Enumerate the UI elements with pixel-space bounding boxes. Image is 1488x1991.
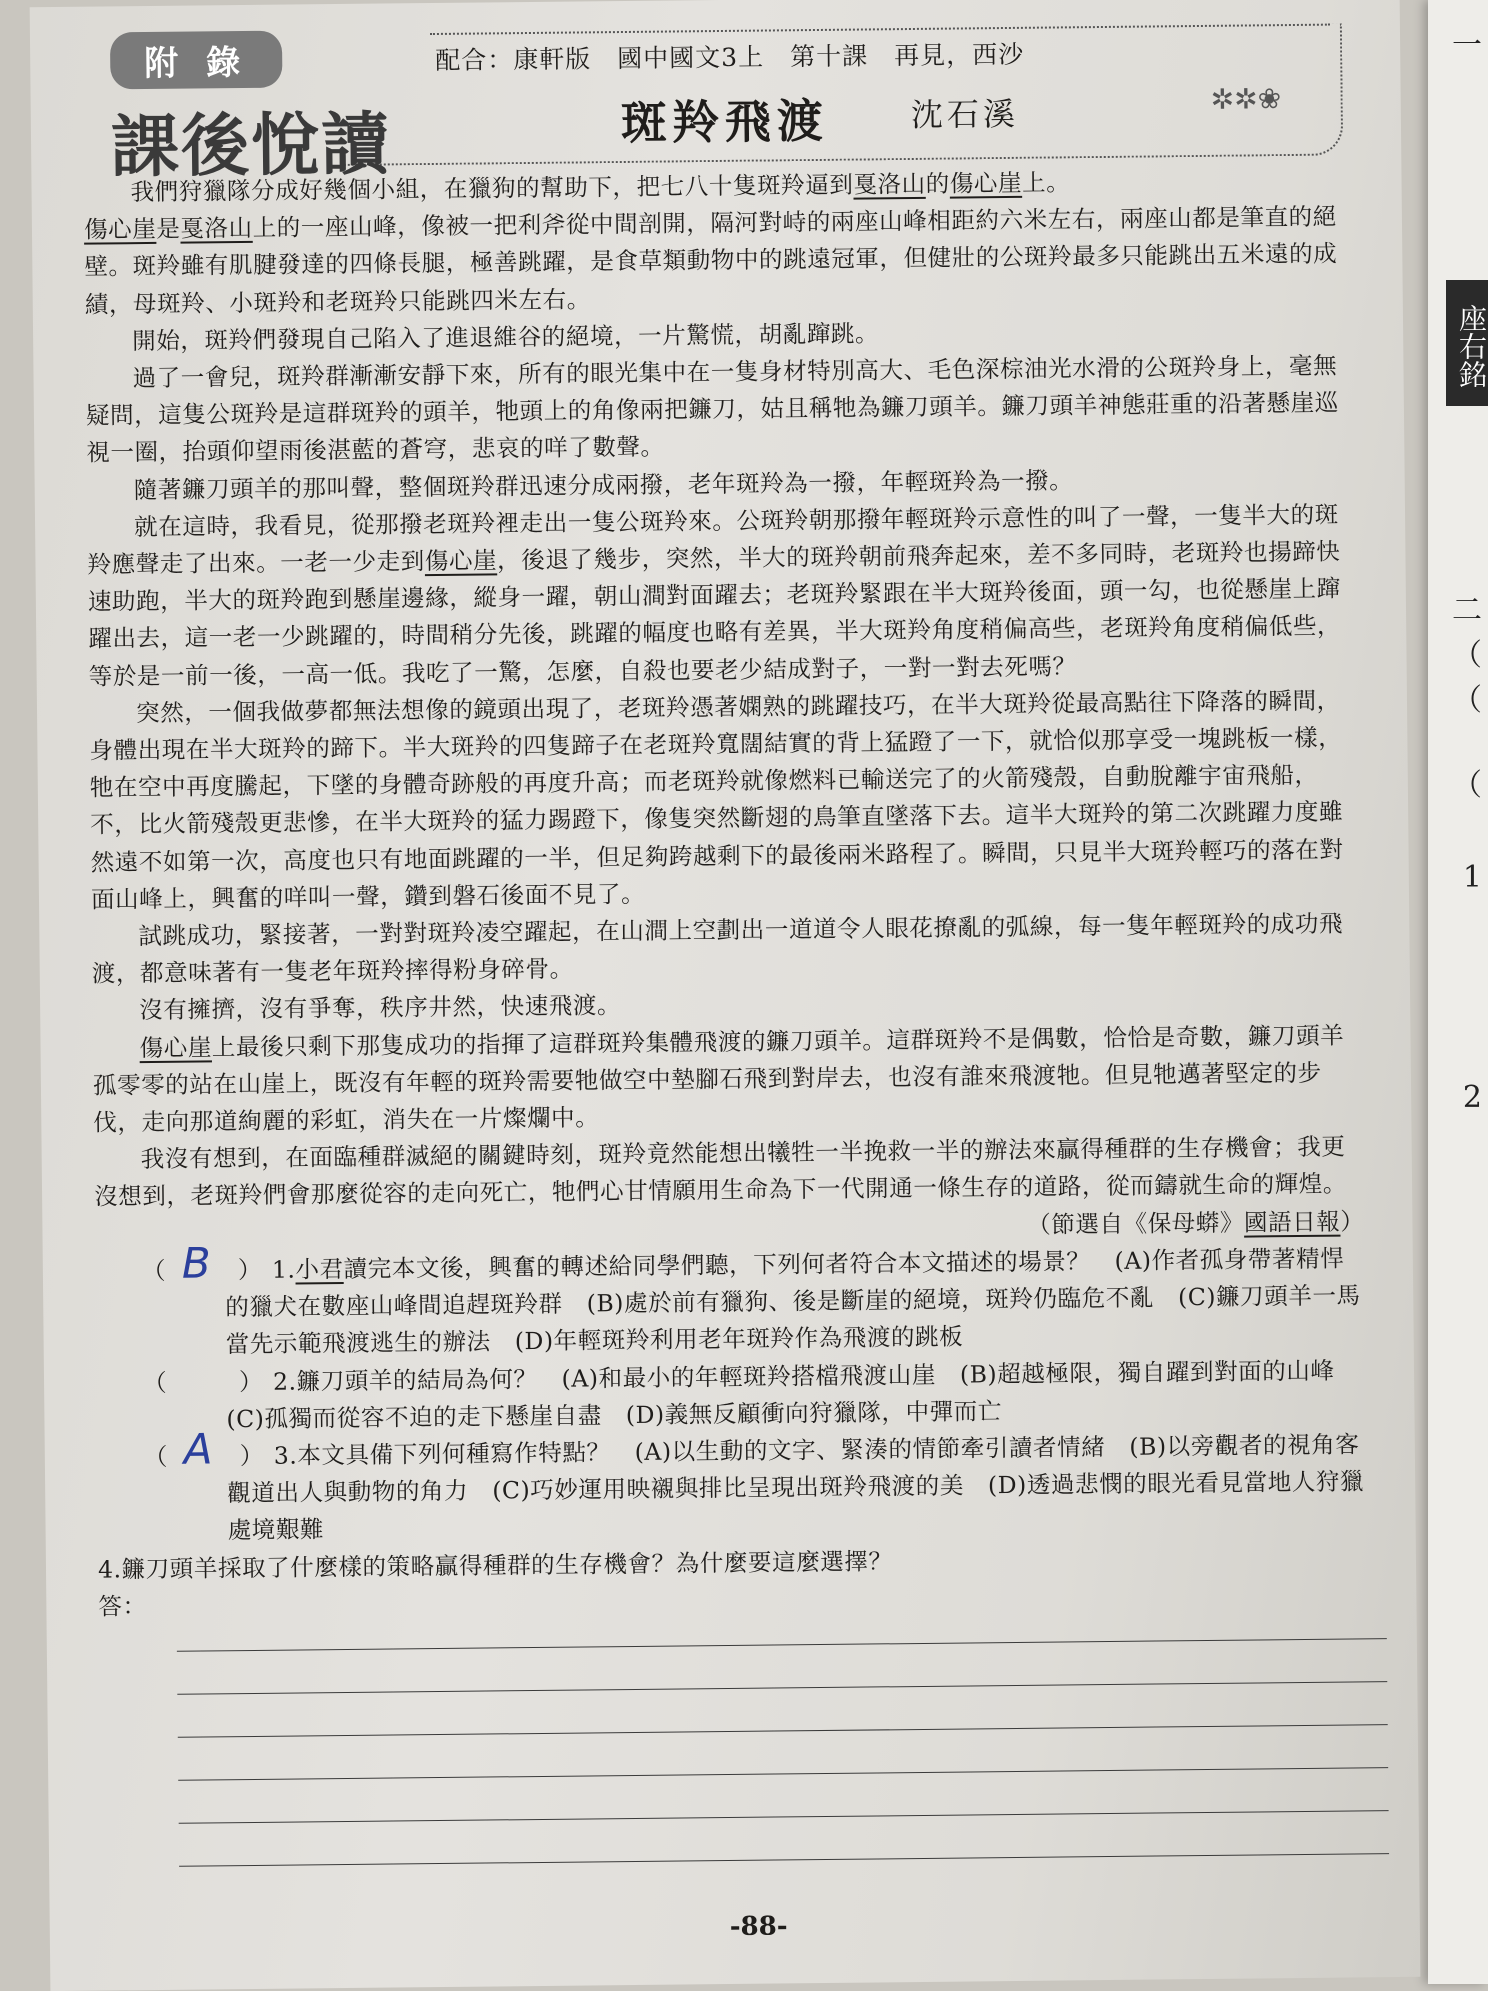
answer-line[interactable] <box>178 1767 1388 1781</box>
answer-blank[interactable] <box>97 1424 265 1476</box>
underlined-proper-noun: 國語日報 <box>1243 1207 1341 1237</box>
article-paragraph: 開始，斑羚們發現自己陷入了進退維谷的絕境，一片驚慌，胡亂蹿跳。 <box>132 319 880 355</box>
adjacent-glyph: 2 <box>1462 1080 1482 1115</box>
question-4: 4.鐮刀頭羊採取了什麼樣的策略贏得種群的生存機會？為什麼要這麼選擇？ <box>97 1546 893 1584</box>
answer-line[interactable] <box>179 1853 1389 1867</box>
answer-blank[interactable] <box>96 1364 264 1402</box>
article-paragraph: 傷心崖上最後只剩下那隻成功的指揮了這群斑羚集體飛渡的鐮刀頭羊。這群斑羚不是偶數，恰恰是奇數，鐮刀頭羊孤零零的站在山崖上，既沒有年輕的斑羚需要牠做空中墊腳石飛到對岸去，也沒有誰來飛渡牠。但見牠邁著堅定的步伐，走向那道絢麗的彩虹，消失在一片燦爛中。 <box>92 1021 1345 1137</box>
multiple-choice-question: （ ） 2.鐮刀頭羊的結局為何？ (A)和最小的年輕斑羚搭檔飛渡山崖 (B)超越極限，獨自躍到對面的山峰 (C)孤獨而從容不迫的走下懸崖自盡 (D)義無反顧衝向狩獵隊，中彈而亡 <box>96 1352 1367 1440</box>
adjacent-glyph: （ <box>1452 638 1482 673</box>
article-body <box>83 161 1368 1625</box>
multiple-choice-question: （ A ） 3.本文具備下列何種寫作特點？ (A)以生動的文字、緊湊的情節牽引讀者情緒 (B)以旁觀者的視角客觀道出人與動物的角力 (C)巧妙運用映襯與排比呈現出斑羚飛渡的美 (D)透過悲憫的眼光看見當地人狩獵處境艱難 <box>97 1426 1368 1551</box>
paren-close: ） <box>237 1255 263 1285</box>
answer-line[interactable] <box>178 1724 1388 1738</box>
handwritten-answer: A <box>183 1424 214 1474</box>
article-paragraph: 就在這時，我看見，從那撥老斑羚裡走出一隻公斑羚來。公斑羚朝那撥年輕斑羚示意性的叫了一聲，一隻半大的斑羚應聲走了出來。一老一少走到傷心崖，後退了幾步，突然，半大的斑羚朝前飛奔起來，差不多同時，老斑羚也揚蹄快速助跑，半大的斑羚跑到懸崖邊緣，縱身一躍，朝山澗對面躍去；老斑羚緊跟在半大斑羚後面，頭一勾，也從懸崖上蹿躍出去，這一老一少跳躍的，時間稍分先後，跳躍的幅度也略有差異，半大斑羚角度稍偏高些，老斑羚角度稍偏低些，等於是一前一後，一高一低。我吃了一驚，怎麼，自殺也要老少結成對子，一對一對去死嗎？ <box>87 500 1342 691</box>
underlined-proper-noun: 傷心崖 <box>424 546 498 576</box>
paren-open: （ <box>143 1442 169 1472</box>
section-logo: 課後悅讀 <box>110 105 392 188</box>
answer-label: 答： <box>98 1591 147 1621</box>
question-number: 2. <box>272 1367 297 1396</box>
article-paragraph: 我們狩獵隊分成好幾個小組，在獵狗的幫助下，把七八十隻斑羚逼到戛洛山的傷心崖上。 傷心崖是戛洛山上的一座山峰，像被一把利斧從中間剖開，隔河對峙的兩座山峰相距約六米左右，兩座山都是筆直的絕壁。斑羚雖有肌腱發達的四條長腿，極善跳躍，是食草類動物中的跳遠冠軍，但健壯的公斑羚最多只能跳出五米遠的成績，母斑羚、小斑羚和老斑羚只能跳四米左右。 <box>83 168 1338 319</box>
article-paragraph: 隨著鐮刀頭羊的那叫聲，整個斑羚群迅速分成兩撥，老年斑羚為一撥，年輕斑羚為一撥。 <box>133 465 1074 504</box>
underlined-proper-noun: 戛洛山 <box>180 214 253 243</box>
underlined-proper-noun: 傷心崖 <box>83 215 157 244</box>
adjacent-page <box>1428 0 1488 1984</box>
page-number: -88- <box>729 1911 788 1943</box>
paren-open: （ <box>142 1368 168 1397</box>
adjacent-glyph: （ <box>1452 683 1482 718</box>
handwritten-answer: B <box>181 1238 212 1288</box>
adjacent-glyph: 二 <box>1452 593 1482 628</box>
answer-line[interactable] <box>179 1810 1389 1824</box>
question-number: 1. <box>271 1255 296 1284</box>
worksheet-page <box>30 0 1421 1991</box>
paren-close: ） <box>238 1367 264 1396</box>
article-paragraph: 過了一會兒，斑羚群漸漸安靜下來，所有的眼光集中在一隻身材特別高大、毛色深棕油光水滑的公斑羚身上，毫無疑問，這隻公斑羚是這群斑羚的頭羊，牠頭上的角像兩把鐮刀，姑且稱牠為鐮刀頭羊。鐮刀頭羊神態莊重的沿著懸崖巡視一圈，抬頭仰望雨後湛藍的蒼穹，悲哀的咩了數聲。 <box>85 351 1339 468</box>
underlined-proper-noun: 傷心崖 <box>139 1033 212 1062</box>
answer-line[interactable] <box>177 1681 1387 1695</box>
question-number: 3. <box>273 1441 298 1470</box>
underlined-proper-noun: 小君 <box>295 1254 344 1284</box>
article-paragraphs <box>83 161 1364 1216</box>
underlined-proper-noun: 傷心崖 <box>949 168 1023 198</box>
article-paragraph: 突然，一個我做夢都無法想像的鏡頭出現了，老斑羚憑著嫻熟的跳躍技巧，在半大斑羚從最高點往下降落的瞬間，身體出現在半大斑羚的蹄下。半大斑羚的四隻蹄子在老斑羚寬闊結實的背上猛蹬了一下，就恰似那享受一塊跳板一樣，牠在空中再度騰起，下墜的身體奇跡般的再度升高；而老斑羚就像燃料已輸送完了的火箭殘殼，自動脫離宇宙飛船，不，比火箭殘殼更悲慘，在半大斑羚的猛力踢蹬下，像隻突然斷翅的鳥筆直墜落下去。這半大斑羚的第二次跳躍力度雖然遠不如第一次，高度也只有地面跳躍的一半，但足夠跨越剩下的最後兩米路程了。瞬間，只見半大斑羚輕巧的落在對面山峰上，興奮的咩叫一聲，鑽到磐石後面不見了。 <box>89 686 1344 914</box>
paren-close: ） <box>239 1441 265 1471</box>
appendix-badge: 附 錄 <box>110 31 282 90</box>
adjacent-page-tab: 座右銘 <box>1446 280 1488 406</box>
paren-open: （ <box>141 1256 167 1286</box>
adjacent-glyph: 一 <box>1452 28 1482 63</box>
question-list <box>95 1240 1368 1551</box>
adjacent-glyph: 1 <box>1462 860 1482 895</box>
answer-lines[interactable] <box>177 1638 1390 1909</box>
adjacent-glyph: （ <box>1452 768 1482 803</box>
answer-blank[interactable] <box>95 1238 263 1290</box>
flower-decoration-icon: ✲✲❀ <box>1210 82 1282 116</box>
article-author: 沈石溪 <box>910 94 1020 135</box>
lesson-reference: 配合：康軒版 國中國文3上 第十課 再見，西沙 <box>435 39 1025 75</box>
underlined-proper-noun: 戛洛山 <box>853 169 926 199</box>
article-title: 斑羚飛渡 <box>620 93 830 151</box>
article-paragraph: 沒有擁擠，沒有爭奪，秩序井然，快速飛渡。 <box>139 991 622 1025</box>
answer-line[interactable] <box>177 1638 1387 1652</box>
section-badge <box>110 29 392 190</box>
article-paragraph: 我沒有想到，在面臨種群滅絕的關鍵時刻，斑羚竟然能想出犧牲一半挽救一半的辦法來贏得種群的生存機會；我更沒想到，老斑羚們會那麼從容的走向死亡，牠們心甘情願用生命為下一代開通一條生存的道路，從而鑄就生命的輝煌。 <box>93 1132 1348 1212</box>
multiple-choice-question: （ B ） 1.小君讀完本文後，興奮的轉述給同學們聽，下列何者符合本文描述的場景？ (A)作者孤身帶著精悍的獵犬在數座山峰間追趕斑羚群 (B)處於前有獵狗、後是斷崖的絕境，斑羚仍臨危不亂 (C)鐮刀頭羊一馬當先示範飛渡逃生的辦法 (D)年輕斑羚利用老年斑羚作為飛渡的跳板 <box>95 1240 1366 1365</box>
source-citation: （節選自《保母蟒》國語日報） <box>1026 1207 1365 1239</box>
article-paragraph: 試跳成功，緊接著，一對對斑羚凌空躍起，在山澗上空劃出一道道令人眼花撩亂的弧線，每一隻年輕斑羚的成功飛渡，都意味著有一隻老年斑羚摔得粉身碎骨。 <box>91 909 1344 988</box>
